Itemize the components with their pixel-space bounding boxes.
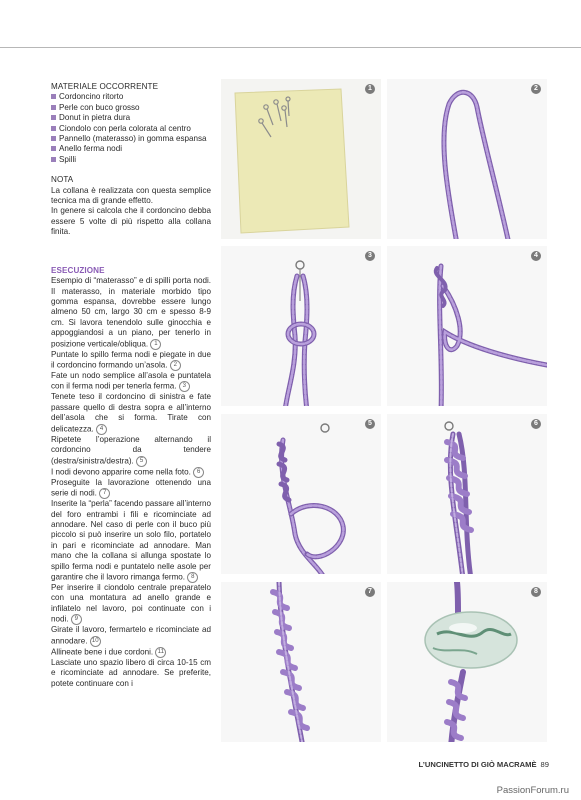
step-badge: 4 [531,251,541,261]
step-text: Inserite la “perla” facendo passare all’interno del foro entrambi i fili e ricominciate ad annodare. Nel caso di perle con il buco più piccolo si può inserire un solo filo, portatelo in pari e ricominciate ad annodare. Man mano che la collana si allunga spostate lo spillo ferma nodi e puntatelo nelle asole per garantire che il lavoro rimanga fermo. [51,499,211,582]
knot-series-illustration [221,582,381,742]
photo-step-2 [387,79,547,239]
step-badge: 6 [531,419,541,429]
step-text: Per inserire il ciondolo centrale preparatelo con una montatura ad anello grande e infilatelo nel lavoro, poi continuate con i nodi. [51,583,211,624]
step-text: Esempio di “materasso” e di spilli porta nodi. Il materasso, in materiale morbido tipo gomma espansa, dovrebbe essere lungo almeno 50 cm, largo 30 cm e spesso 8-9 cm. Si lavora tenendolo sulle ginocchia e appoggiandosi a un piano, per tenerlo in posizione verticale/obliqua. [51,276,211,349]
photo-step-8 [387,582,547,742]
step-text: Puntate lo spillo ferma nodi e piegate in due il cordoncino formando un’asola. [51,349,211,370]
foam-board-illustration [221,79,381,239]
esecuzione-section [51,266,211,689]
step-text: Fate un nodo semplice all’asola e puntatela con il ferma nodi per tenerla ferma. [51,371,211,392]
step-number: 3 [179,381,190,392]
step-badge: 2 [531,84,541,94]
nota-section [51,175,211,237]
top-rule [0,47,581,48]
step-text: Ripetete l’operazione alternando il cordoncino da tendere (destra/sinistra/destra). [51,434,211,466]
step-badge: 1 [365,84,375,94]
photo-step-4 [387,246,547,406]
step-text: Lasciate uno spazio libero di circa 10-15 cm e ricominciate ad annodare. Se preferite, potete continuare con i [51,657,211,688]
bead-insertion-illustration [387,582,547,742]
step-badge: 3 [365,251,375,261]
material-item: Anello ferma nodi [51,144,211,154]
folded-cord-illustration [387,79,547,239]
page-number: 89 [540,760,549,769]
materials-title: MATERIALE OCCORRENTE [51,82,159,91]
step-text: I nodi devono apparire come nella foto. [51,467,191,477]
nota-title: NOTA [51,175,74,185]
photo-step-5 [221,414,381,574]
watermark: PassionForum.ru [496,785,569,796]
step-text: Tenete teso il cordoncino di sinistra e fate passare quello di destra sopra e all’interno dell’asola che si forma. Tirate con delicatezza. [51,392,211,434]
material-item: Cordoncino ritorto [51,92,211,102]
magazine-title: L’UNCINETTO DI GIÒ MACRAMÈ [418,760,537,769]
step-text: Girate il lavoro, fermartelo e ricominciate ad annodare. [51,625,211,646]
step-number: 2 [170,360,181,371]
materials-list [51,92,211,165]
step-number: 10 [90,636,101,647]
nota-line: In genere si calcola che il cordoncino debba essere 5 volte di più rispetto alla collana finita. [51,206,211,237]
step-number: 9 [71,614,82,625]
material-item: Ciondolo con perla colorata al centro [51,124,211,134]
step-badge: 5 [365,419,375,429]
loop-knot-illustration [387,246,547,406]
step-badge: 7 [365,587,375,597]
material-item: Spilli [51,155,211,165]
esecuzione-title: ESECUZIONE [51,265,105,275]
material-item: Pannello (materasso) in gomma espansa [51,134,211,144]
step-number: 5 [136,456,147,467]
alternating-knots-illustration [221,414,381,574]
photo-step-7 [221,582,381,742]
material-item: Perle con buco grosso [51,103,211,113]
step-number: 11 [155,647,166,658]
page-footer [419,760,549,769]
esecuzione-body [51,276,211,689]
step-text: Proseguite la lavorazione ottenendo una serie di nodi. [51,477,211,498]
step-number: 6 [193,467,204,478]
nota-line: La collana è realizzata con questa semplice tecnica ma di grande effetto. [51,185,211,206]
step-number: 1 [150,339,161,350]
knot-row-illustration [387,414,547,574]
photo-step-3 [221,246,381,406]
step-number: 4 [96,424,107,435]
step-badge: 8 [531,587,541,597]
text-column [51,82,211,689]
material-item: Donut in pietra dura [51,113,211,123]
first-knot-illustration [221,246,381,406]
photo-step-6 [387,414,547,574]
step-number: 8 [187,572,198,583]
step-text: Allineate bene i due cordoni. [51,647,154,657]
step-number: 7 [99,488,110,499]
photo-step-1 [221,79,381,239]
